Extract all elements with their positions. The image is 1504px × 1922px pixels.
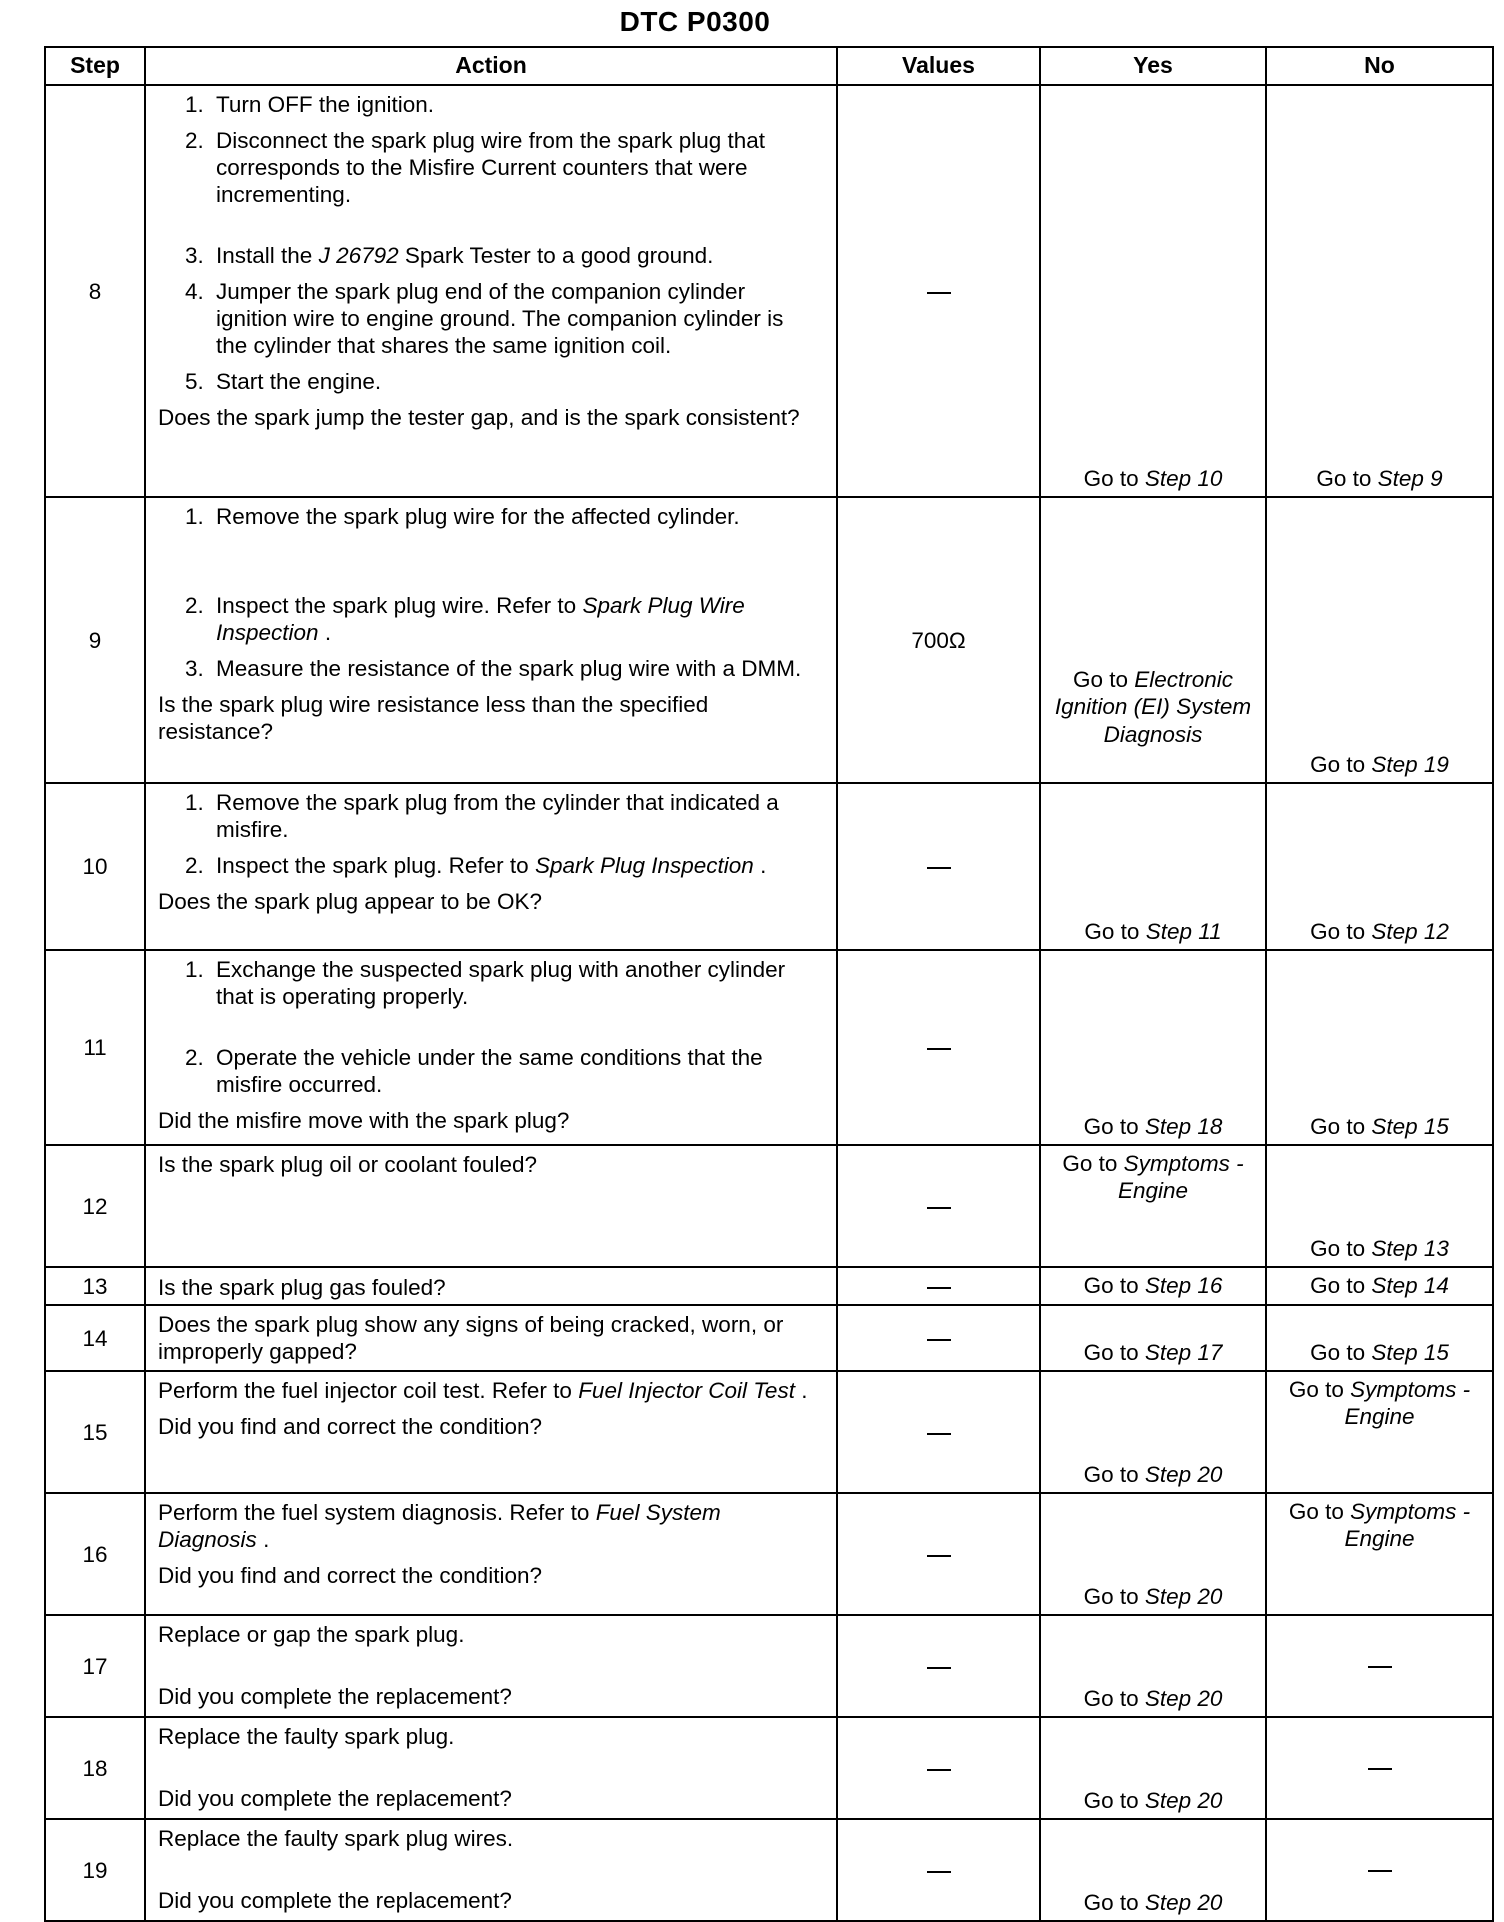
yes-link[interactable]: Go to Electronic Ignition (EI) System Diagnosis <box>1040 497 1266 783</box>
step-number: 12 <box>45 1145 145 1267</box>
question-text: Did you complete the replacement? <box>158 1786 512 1811</box>
yes-link[interactable]: Go to Step 20 <box>1040 1371 1266 1493</box>
question-text: Did you find and correct the condition? <box>158 1414 542 1439</box>
instruction-text: Perform the fuel injector coil test. Refer to Fuel Injector Coil Test . <box>158 1378 808 1403</box>
dash-mark <box>1368 1870 1392 1872</box>
list-item: 1. Remove the spark plug from the cylinder that indicated a misfire. <box>185 790 779 842</box>
value-cell <box>837 1493 1040 1615</box>
list-item: 1. Exchange the suspected spark plug with another cylinder that is operating properly. <box>185 957 786 1009</box>
value-cell <box>837 1717 1040 1819</box>
instruction-text: Perform the fuel system diagnosis. Refer to Fuel System Diagnosis . <box>158 1500 721 1552</box>
value-cell <box>837 1305 1040 1371</box>
yes-link[interactable]: Go to Step 18 <box>1040 950 1266 1145</box>
page-title: DTC P0300 <box>619 6 771 37</box>
table-row <box>45 85 1493 497</box>
dash-mark <box>927 292 951 294</box>
step-number: 8 <box>45 85 145 497</box>
value-cell <box>837 1371 1040 1493</box>
step-number: 15 <box>45 1371 145 1493</box>
action-cell <box>145 85 837 497</box>
no-link[interactable]: Go to Step 15 <box>1266 950 1493 1145</box>
value-cell <box>837 1145 1040 1267</box>
question-text: Does the spark plug appear to be OK? <box>158 889 542 914</box>
yes-link[interactable]: Go to Step 16 <box>1040 1267 1266 1305</box>
action-cell <box>145 1615 837 1717</box>
no-link[interactable]: Go to Step 14 <box>1266 1267 1493 1305</box>
header-no: No <box>1266 47 1493 85</box>
instruction-text: Replace or gap the spark plug. <box>158 1622 465 1647</box>
header-values: Values <box>837 47 1040 85</box>
dash-mark <box>927 1048 951 1050</box>
value-cell <box>837 783 1040 950</box>
step-number: 14 <box>45 1305 145 1371</box>
table-row <box>45 1717 1493 1819</box>
yes-link[interactable]: Go to Step 20 <box>1040 1819 1266 1921</box>
no-link[interactable]: Go to Symptoms - Engine <box>1266 1493 1493 1615</box>
table-row <box>45 1145 1493 1267</box>
table-row <box>45 1267 1493 1305</box>
step-number: 18 <box>45 1717 145 1819</box>
list-item: 5. Start the engine. <box>185 369 382 394</box>
yes-link[interactable]: Go to Step 10 <box>1040 85 1266 497</box>
list-item: 4. Jumper the spark plug end of the companion cylinder ignition wire to engine ground. The companion cylinder is the cylinder that shares the same ignition coil. <box>185 279 784 358</box>
action-cell <box>145 497 837 783</box>
yes-link[interactable]: Go to Step 17 <box>1040 1305 1266 1371</box>
table-row <box>45 1615 1493 1717</box>
question-text: Does the spark plug show any signs of being cracked, worn, or improperly gapped? <box>158 1312 784 1364</box>
dash-mark <box>927 867 951 869</box>
step-number: 9 <box>45 497 145 783</box>
header-action: Action <box>145 47 837 85</box>
dash-mark <box>927 1555 951 1557</box>
list-item: 1. Turn OFF the ignition. <box>185 92 435 117</box>
dash-mark <box>1368 1768 1392 1770</box>
action-cell <box>145 1145 837 1267</box>
no-link[interactable] <box>1266 1615 1493 1717</box>
table-row <box>45 497 1493 783</box>
question-text: Did you complete the replacement? <box>158 1888 512 1913</box>
yes-link[interactable]: Go to Step 20 <box>1040 1615 1266 1717</box>
no-link[interactable] <box>1266 1819 1493 1921</box>
no-link[interactable]: Go to Step 9 <box>1266 85 1493 497</box>
value-cell <box>837 1819 1040 1921</box>
instruction-text: Replace the faulty spark plug wires. <box>158 1826 514 1851</box>
table-row <box>45 783 1493 950</box>
action-cell <box>145 1717 837 1819</box>
table-row <box>45 950 1493 1145</box>
action-cell <box>145 950 837 1145</box>
action-cell <box>145 1267 837 1305</box>
yes-link[interactable]: Go to Step 20 <box>1040 1493 1266 1615</box>
question-text: Did you find and correct the condition? <box>158 1563 542 1588</box>
dash-mark <box>1368 1666 1392 1668</box>
list-item: 2. Inspect the spark plug wire. Refer to Spark Plug Wire Inspection . <box>185 593 745 645</box>
no-link[interactable] <box>1266 1717 1493 1819</box>
action-cell <box>145 783 837 950</box>
table-row <box>45 1305 1493 1371</box>
question-text: Does the spark jump the tester gap, and is the spark consistent? <box>158 405 800 430</box>
dash-mark <box>927 1207 951 1209</box>
dash-mark <box>927 1667 951 1669</box>
action-cell <box>145 1819 837 1921</box>
yes-link[interactable]: Go to Symptoms - Engine <box>1040 1145 1266 1267</box>
step-number: 13 <box>45 1267 145 1305</box>
no-link[interactable]: Go to Step 12 <box>1266 783 1493 950</box>
list-item: 1. Remove the spark plug wire for the affected cylinder. <box>185 504 740 529</box>
step-number: 16 <box>45 1493 145 1615</box>
value-cell <box>837 1615 1040 1717</box>
value-cell <box>837 85 1040 497</box>
table-row <box>45 1371 1493 1493</box>
question-text: Did you complete the replacement? <box>158 1684 512 1709</box>
no-link[interactable]: Go to Step 19 <box>1266 497 1493 783</box>
diagnostic-table <box>44 46 1494 1922</box>
no-link[interactable]: Go to Step 13 <box>1266 1145 1493 1267</box>
header-row <box>45 47 1493 85</box>
value-cell <box>837 1267 1040 1305</box>
dash-mark <box>927 1433 951 1435</box>
list-item: 3. Install the J 26792 Spark Tester to a good ground. <box>185 243 714 268</box>
action-cell <box>145 1371 837 1493</box>
dash-mark <box>927 1287 951 1289</box>
header-yes: Yes <box>1040 47 1266 85</box>
yes-link[interactable]: Go to Step 11 <box>1040 783 1266 950</box>
value-cell: 700Ω <box>837 497 1040 783</box>
dash-mark <box>927 1339 951 1341</box>
table-row <box>45 1493 1493 1615</box>
step-number: 10 <box>45 783 145 950</box>
question-text: Is the spark plug gas fouled? <box>158 1274 446 1300</box>
list-item: 2. Disconnect the spark plug wire from the spark plug that corresponds to the Misfire Current counters that were incrementing. <box>185 128 766 207</box>
action-cell <box>145 1493 837 1615</box>
header-step: Step <box>45 47 145 85</box>
dash-mark <box>927 1871 951 1873</box>
table-row <box>45 1819 1493 1921</box>
step-number: 11 <box>45 950 145 1145</box>
no-link[interactable]: Go to Symptoms - Engine <box>1266 1371 1493 1493</box>
action-cell <box>145 1305 837 1371</box>
list-item: 2. Operate the vehicle under the same conditions that the misfire occurred. <box>185 1045 763 1097</box>
value-cell <box>837 950 1040 1145</box>
step-number: 19 <box>45 1819 145 1921</box>
step-number: 17 <box>45 1615 145 1717</box>
list-item: 3. Measure the resistance of the spark plug wire with a DMM. <box>185 656 802 681</box>
instruction-text: Replace the faulty spark plug. <box>158 1724 455 1749</box>
yes-link[interactable]: Go to Step 20 <box>1040 1717 1266 1819</box>
question-text: Did the misfire move with the spark plug? <box>158 1108 570 1133</box>
list-item: 2. Inspect the spark plug. Refer to Spark Plug Inspection . <box>185 853 767 878</box>
no-link[interactable]: Go to Step 15 <box>1266 1305 1493 1371</box>
question-text: Is the spark plug wire resistance less than the specified resistance? <box>158 692 709 744</box>
dash-mark <box>927 1769 951 1771</box>
question-text: Is the spark plug oil or coolant fouled? <box>158 1152 537 1177</box>
